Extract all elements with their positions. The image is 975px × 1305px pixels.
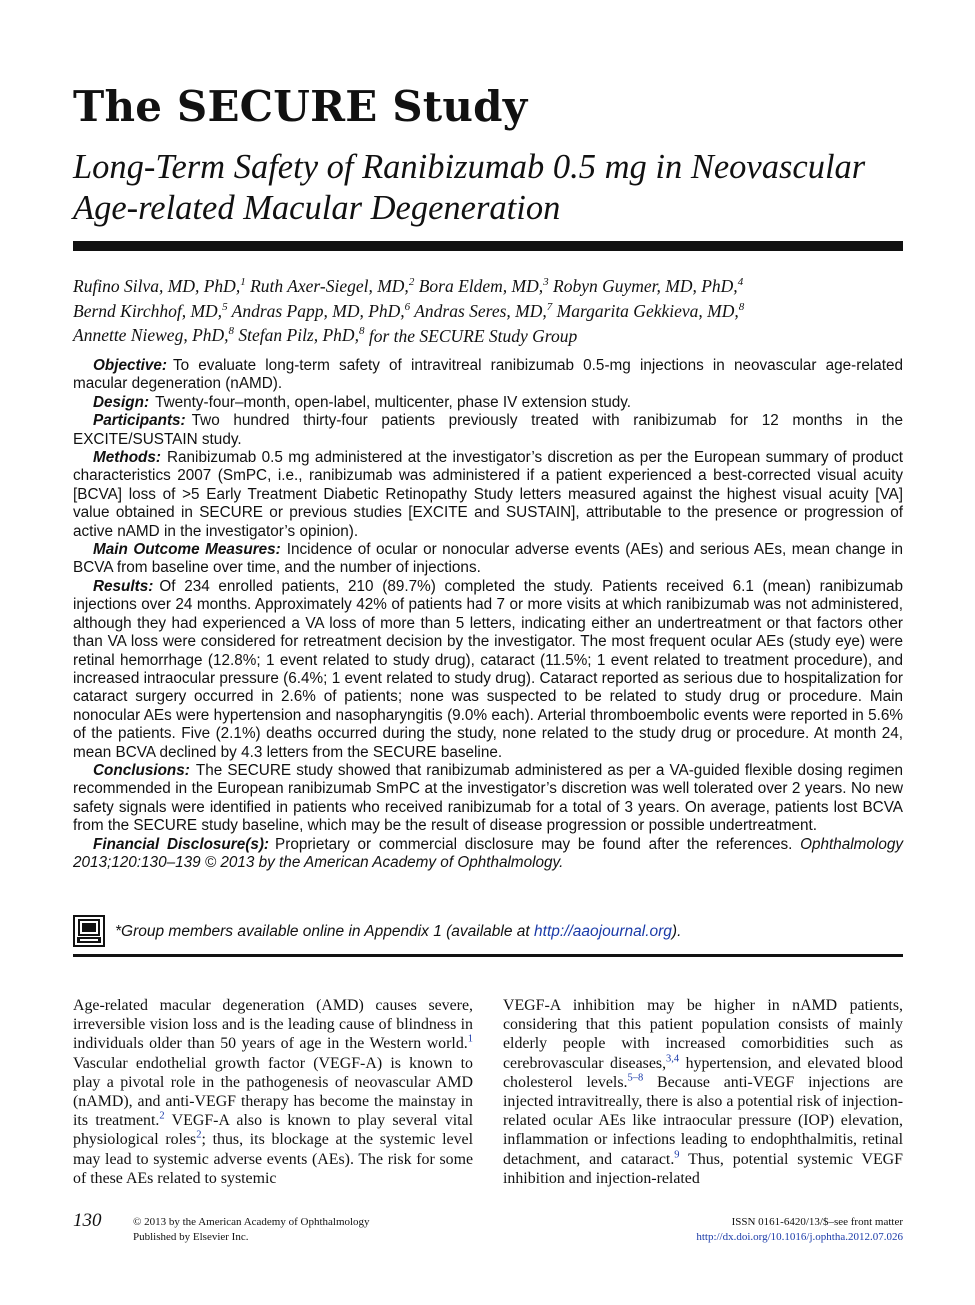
body-paragraph: Age-related macular degeneration (AMD) causes severe, irreversible vision loss and is the leading cause of blindness in individuals older than 50 years of age in the Western world.$^1$ Vascular endothelial growth factor (VEGF-A) is known to play a pivotal role in the pathogenesis of neovascular AMD (nAMD), and anti-VEGF therapy has become the mainstay in its treatment.$^2$ VEGF-A also is known to play several vital physiological roles$^2$; thus, its blockage at the systemic level may lead to systemic adverse events (AEs). The risk for some of these AEs related to systemic [73, 997, 473, 1187]
body-column-right [503, 996, 903, 1188]
author: Bernd Kirchhof, MD,$^5$ [73, 300, 228, 321]
abstract-outcome-measures: Main Outcome Measures: Incidence of ocular or nonocular adverse events (AEs) and serious AEs, mean change in BCVA from baseline over time, and the number of injections. [73, 541, 903, 577]
author: Annette Nieweg, PhD,$^8$ [73, 325, 235, 346]
doi-link[interactable]: http://dx.doi.org/10.1016/j.ophtha.2012.07.026 [696, 1231, 903, 1243]
author: Bora Eldem, MD,$^3$ [418, 275, 549, 296]
body-paragraph: VEGF-A inhibition may be higher in nAMD patients, considering that this patient population consists of mainly elderly people with increased comorbidities such as cerebrovascular diseases,$^{3,4}$ hypertension, and elevated blood cholesterol levels.$^{5-8}$ Because anti-VEGF injections are injected intravitreally, there is also a potential risk of injection-related ocular AEs like intraocular pressure (IOP) elevation, inflammation or infections leading to endophthalmitis, retinal detachment, and cataract.$^9$ Thus, potential systemic VEGF inhibition and injection-related [503, 997, 903, 1187]
issn-text: ISSN 0161-6420/13/$–see front matter [731, 1216, 903, 1228]
abstract-financial-disclosure: Financial Disclosure(s): Proprietary or commercial disclosure may be found after the references. Ophthalmology 2013;120:130–139 © 2013 by the American Academy of Ophthalmology. [73, 835, 903, 871]
copyright-text: © 2013 by the American Academy of Ophthalmology [133, 1216, 370, 1228]
abstract-participants: Participants: Two hundred thirty-four patients previously treated with ranibizumab for 12 months in the EXCITE/SUSTAIN study. [73, 412, 903, 448]
computer-icon [73, 915, 105, 947]
reference-link[interactable]: 9 [674, 1149, 680, 1161]
reference-link[interactable]: 2 [196, 1130, 202, 1142]
reference-link[interactable]: 2 [159, 1110, 165, 1122]
reference-link[interactable]: 1 [467, 1034, 473, 1046]
abstract-results: Results: Of 234 enrolled patients, 210 (89.7%) completed the study. Patients received 6.1 (mean) ranibizumab injections over 24 months. Approximately 42% of patients had 7 or more visits at which ranibizumab was not administered, although they had experienced a VA loss of more than 5 letters, indicating either an undertreatment or that factors other than VA loss were considered for retreatment decision by the investigator. The most frequent ocular AEs (study eye) were retinal hemorrhage (12.8%; 1 event related to study drug), cataract (11.5%; 1 event related to treatment procedure), and increased intraocular pressure (6.4%; 1 event related to study drug). Cataract reported as serious due to hospitalization for cataract surgery occurred in 2.6% of patients; none was suspected to be related to study drug or procedure. Main nonocular AEs were hypertension and nasopharyngitis (9.0% each). Arterial thromboembolic events were reported in 5.6% of the patients. Five (2.1%) deaths occurred during the study, none related to the study drug or procedure. At month 24, mean BCVA declined by 4.3 letters from the SECURE baseline. [73, 577, 903, 761]
author: Robyn Guymer, MD, PhD,$^4$ [553, 275, 744, 296]
study-title: The SECURE Study [73, 82, 528, 131]
author: Margarita Gekkieva, MD,$^8$ [556, 300, 745, 321]
author: Andras Seres, MD,$^7$ [414, 300, 553, 321]
title-divider [73, 241, 903, 251]
abstract-design: Design: Twenty-four–month, open-label, multicenter, phase IV extension study. [93, 393, 631, 411]
abstract-methods: Methods: Ranibizumab 0.5 mg administered at the investigator’s discretion as per the European summary of product characteristics 2007 (SmPC, i.e., ranibizumab was administered if a patient experienced a best-corrected visual acuity [BCVA] loss of >5 Early Treatment Diabetic Retinopathy Study letters measured against the highest visual acuity [VA] value obtained in SECURE or previous studies [EXCITE and SUSTAIN], attributable to the presence or progression of active nAMD in the investigator’s opinion). [73, 449, 903, 540]
appendix-note: *Group members available online in Appendix 1 (available at http://aaojournal.org). [73, 914, 903, 950]
publisher-text: Published by Elsevier Inc. [133, 1231, 249, 1243]
abstract-objective: Objective: To evaluate long-term safety of intravitreal ranibizumab 0.5-mg injections in neovascular age-related macular degeneration (nAMD). [73, 357, 903, 393]
aaojournal-link[interactable]: http://aaojournal.org [534, 923, 672, 940]
author: Ruth Axer-Siegel, MD,$^2$ [250, 275, 415, 296]
author-group: for the SECURE Study Group [368, 325, 578, 346]
citation: Ophthalmology 2013;120:130–139 © 2013 by the American Academy of Ophthalmology. [73, 835, 903, 871]
abstract [73, 357, 903, 872]
author: Rufino Silva, MD, PhD,$^1$ [73, 275, 246, 296]
abstract-divider [73, 954, 903, 957]
body-column-left [73, 996, 473, 1188]
page-footer [73, 1210, 903, 1250]
author: Andras Papp, MD, PhD,$^6$ [231, 300, 411, 321]
abstract-conclusions: Conclusions: The SECURE study showed that ranibizumab administered as per a VA-guided flexible dosing regimen recommended in the European ranibizumab SmPC at the investigator’s discretion was well tolerated over 2 years. No new safety signals were identified in patients who received ranibizumab for a total of 3 years. On average, patients lost BCVA from the SECURE study baseline, which may be the result of disease progression or possible undertreatment. [73, 761, 903, 835]
author-list [73, 272, 903, 346]
article-subtitle: Long-Term Safety of Ranibizumab 0.5 mg in Neovascular Age-related Macular Degeneration [73, 148, 866, 227]
reference-link[interactable]: 5–8 [627, 1072, 644, 1084]
reference-link[interactable]: 3,4 [666, 1053, 680, 1065]
page-number: 130 [73, 1210, 102, 1231]
author: Stefan Pilz, PhD,$^8$ [238, 325, 365, 346]
copyright-block [133, 1215, 370, 1245]
issn-block [696, 1215, 903, 1245]
